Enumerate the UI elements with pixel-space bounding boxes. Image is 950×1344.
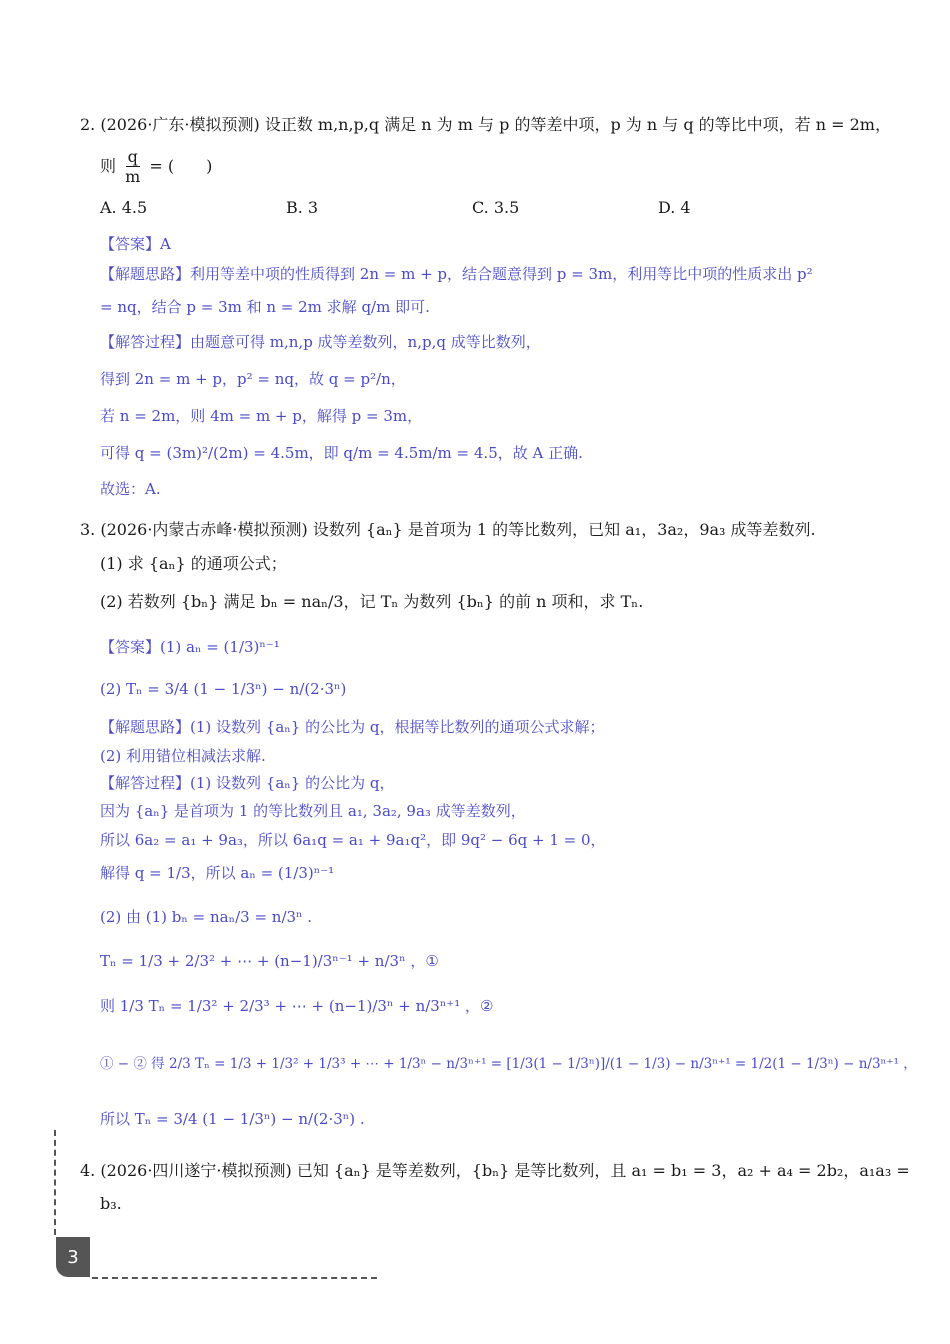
- q2-fraction-den: m: [125, 166, 141, 186]
- q2-stem-line1: 2. (2026·广东·模拟预测) 设正数 m,n,p,q 满足 n 为 m 与 p 的等差中项，p 为 n 与 q 的等比中项，若 n = 2m，: [80, 115, 891, 134]
- q2-idea-line1: 【解题思路】利用等差中项的性质得到 2n = m + p，结合题意得到 p = 3m，利用等比中项的性质求出 p²: [100, 265, 813, 283]
- q2-idea-line2: = nq，结合 p = 3m 和 n = 2m 求解 q/m 即可.: [100, 298, 430, 316]
- q2-answer: 【答案】A: [100, 235, 171, 253]
- q3-process6: Tₙ = 1/3 + 2/3² + ⋯ + (n−1)/3ⁿ⁻¹ + n/3ⁿ ，①: [100, 952, 439, 970]
- q2-stem-prefix: 则: [100, 156, 117, 176]
- q3-process2: 因为 {aₙ} 是首项为 1 的等比数列且 a₁, 3a₂, 9a₃ 成等差数列，: [100, 802, 526, 820]
- page-border-vertical: [54, 1130, 56, 1235]
- q3-process4: 解得 q = 1/3，所以 aₙ = (1/3)ⁿ⁻¹: [100, 864, 335, 882]
- q2-process-line1: 【解答过程】由题意可得 m,n,p 成等差数列，n,p,q 成等比数列，: [100, 333, 541, 351]
- q2-process-line4: 可得 q = (3m)²/(2m) = 4.5m，即 q/m = 4.5m/m = 4.5，故 A 正确.: [100, 444, 583, 462]
- q2-fraction-num: q: [127, 147, 138, 166]
- q3-idea1: 【解题思路】(1) 设数列 {aₙ} 的公比为 q，根据等比数列的通项公式求解；: [100, 718, 605, 736]
- q3-process3: 所以 6a₂ = a₁ + 9a₃，所以 6a₁q = a₁ + 9a₁q²，即 9q² − 6q + 1 = 0，: [100, 831, 606, 849]
- q3-process7: 则 1/3 Tₙ = 1/3² + 2/3³ + ⋯ + (n−1)/3ⁿ + n/3ⁿ⁺¹ ，②: [100, 997, 494, 1015]
- q2-process-line5: 故选：A.: [100, 480, 161, 498]
- q3-part1: (1) 求 {aₙ} 的通项公式；: [100, 554, 287, 573]
- q3-process5: (2) 由 (1) bₙ = naₙ/3 = n/3ⁿ .: [100, 908, 313, 926]
- q2-choice-a: A. 4.5: [100, 198, 148, 217]
- q3-stem: 3. (2026·内蒙古赤峰·模拟预测) 设数列 {aₙ} 是首项为 1 的等比数列，已知 a₁，3a₂，9a₃ 成等差数列.: [80, 520, 816, 539]
- q2-choice-b: B. 3: [286, 198, 319, 217]
- q4-stem-line1: 4. (2026·四川遂宁·模拟预测) 已知 {aₙ} 是等差数列，{bₙ} 是等比数列，且 a₁ = b₁ = 3，a₂ + a₄ = 2b₂，a₁a₃ =: [80, 1161, 910, 1180]
- q3-answer2: (2) Tₙ = 3/4 (1 − 1/3ⁿ) − n/(2·3ⁿ): [100, 680, 347, 698]
- q2-stem-suffix: = ( ): [149, 156, 213, 176]
- q3-answer1: 【答案】(1) aₙ = (1/3)ⁿ⁻¹: [100, 638, 280, 656]
- q2-process-line2: 得到 2n = m + p，p² = nq，故 q = p²/n，: [100, 370, 406, 388]
- q4-stem-line2: b₃.: [100, 1194, 122, 1213]
- q3-idea2: (2) 利用错位相减法求解.: [100, 747, 266, 765]
- q2-process-line3: 若 n = 2m，则 4m = m + p，解得 p = 3m，: [100, 407, 423, 425]
- q2-choice-c: C. 3.5: [472, 198, 520, 217]
- page-border-horizontal: [92, 1277, 377, 1279]
- q3-process9: 所以 Tₙ = 3/4 (1 − 1/3ⁿ) − n/(2·3ⁿ) .: [100, 1110, 365, 1128]
- q3-part2: (2) 若数列 {bₙ} 满足 bₙ = naₙ/3，记 Tₙ 为数列 {bₙ} 的前 n 项和，求 Tₙ.: [100, 592, 644, 611]
- q2-fraction: [123, 148, 142, 186]
- q2-stem-line2: [100, 148, 212, 186]
- q3-process1: 【解答过程】(1) 设数列 {aₙ} 的公比为 q，: [100, 774, 395, 792]
- q3-process8: ① − ② 得 2/3 Tₙ = 1/3 + 1/3² + 1/3³ + ⋯ + 1/3ⁿ − n/3ⁿ⁺¹ = [1/3(1 − 1/3ⁿ)]/(1 − 1/3) − n/3ⁿ⁺¹ = 1/2(1 − 1/3ⁿ) − n/3ⁿ⁺¹ ，: [100, 1056, 917, 1072]
- q2-choice-d: D. 4: [658, 198, 691, 217]
- page-number: 3: [56, 1237, 90, 1277]
